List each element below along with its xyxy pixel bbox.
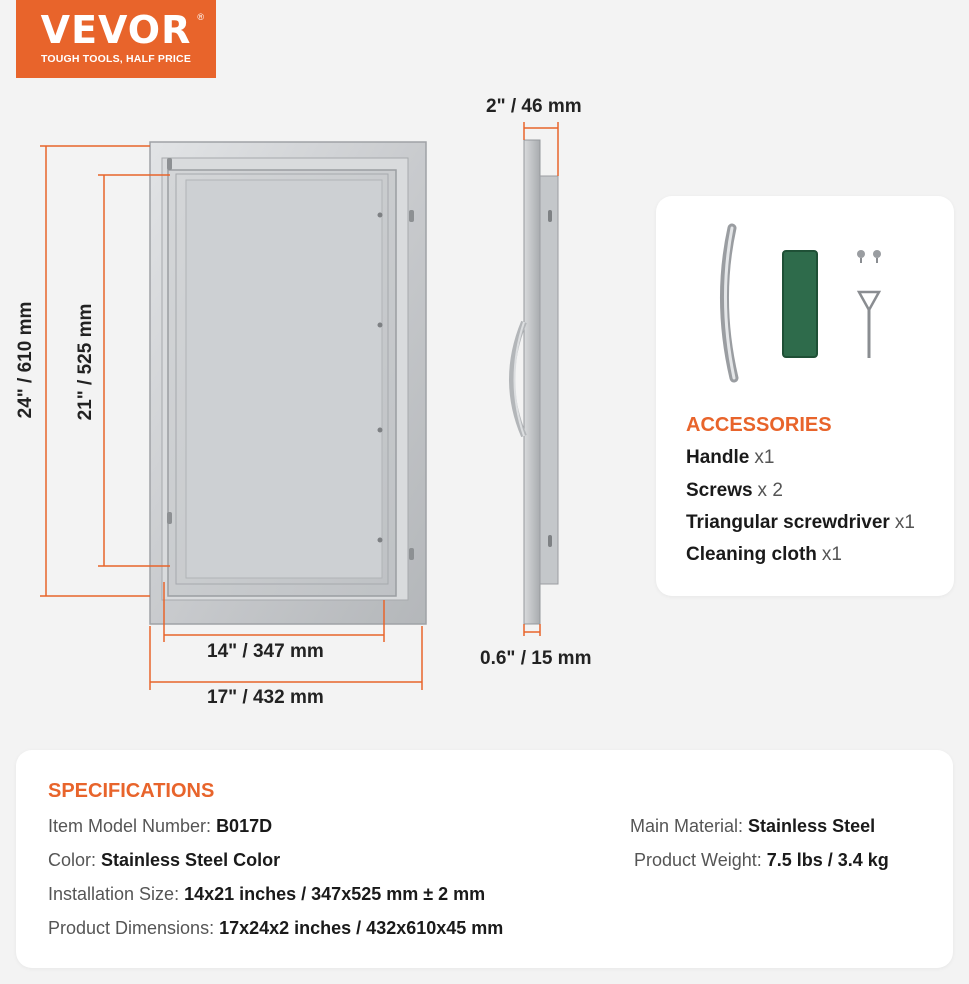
cleaning-cloth-image (783, 251, 817, 357)
spec-main-material (630, 816, 875, 837)
spec-product-weight (634, 850, 889, 871)
spec-value: Stainless Steel (748, 816, 876, 836)
spec-label: Main Material: (630, 816, 744, 836)
door-side-view (512, 140, 558, 624)
label-width-inner: 14" / 347 mm (207, 641, 324, 662)
label-height-outer: 24" / 610 mm (15, 301, 36, 419)
spec-color (48, 850, 280, 871)
spec-value: B017D (216, 816, 273, 836)
accessory-qty: x 2 (757, 480, 783, 501)
label-width-outer: 17" / 432 mm (207, 687, 324, 708)
door-front-view (150, 142, 426, 624)
spec-value: 7.5 lbs / 3.4 kg (766, 850, 889, 870)
brand-tagline: TOUGH TOOLS, HALF PRICE (40, 53, 192, 65)
accessory-name: Cleaning cloth (686, 544, 817, 565)
spec-label: Item Model Number: (48, 816, 212, 836)
spec-label: Installation Size: (48, 884, 180, 904)
accessory-qty: x1 (821, 544, 842, 565)
screws-image (857, 250, 881, 263)
accessory-qty: x1 (754, 447, 775, 468)
spec-value: Stainless Steel Color (101, 850, 281, 870)
label-depth-frame: 0.6" / 15 mm (480, 648, 592, 669)
spec-installation-size (48, 884, 485, 905)
specifications-card (16, 750, 953, 968)
accessory-name: Screws (686, 480, 753, 501)
accessories-images (656, 196, 954, 396)
accessory-item (686, 480, 783, 502)
brand-name: VEVOR (40, 8, 192, 52)
vevor-logo (16, 0, 216, 78)
accessory-qty: x1 (894, 512, 915, 533)
spec-value: 17x24x2 inches / 432x610x45 mm (219, 918, 504, 938)
spec-product-dimensions (48, 918, 503, 939)
registered-mark: ® (197, 12, 204, 22)
specifications-title: SPECIFICATIONS (48, 780, 215, 802)
spec-value: 14x21 inches / 347x525 mm ± 2 mm (184, 884, 486, 904)
spec-model-number (48, 816, 272, 837)
spec-label: Product Weight: (634, 850, 762, 870)
accessories-title: ACCESSORIES (686, 414, 832, 436)
label-height-inner: 21" / 525 mm (75, 303, 96, 421)
label-depth-total: 2" / 46 mm (486, 96, 582, 117)
accessory-name: Handle (686, 447, 750, 468)
screwdriver-image (859, 292, 879, 358)
accessories-card (656, 196, 954, 596)
accessory-name: Triangular screwdriver (686, 512, 890, 533)
spec-label: Color: (48, 850, 97, 870)
accessory-item (686, 544, 842, 566)
accessory-item (686, 512, 915, 534)
spec-label: Product Dimensions: (48, 918, 215, 938)
accessory-item (686, 447, 774, 469)
handle-image (724, 228, 734, 378)
